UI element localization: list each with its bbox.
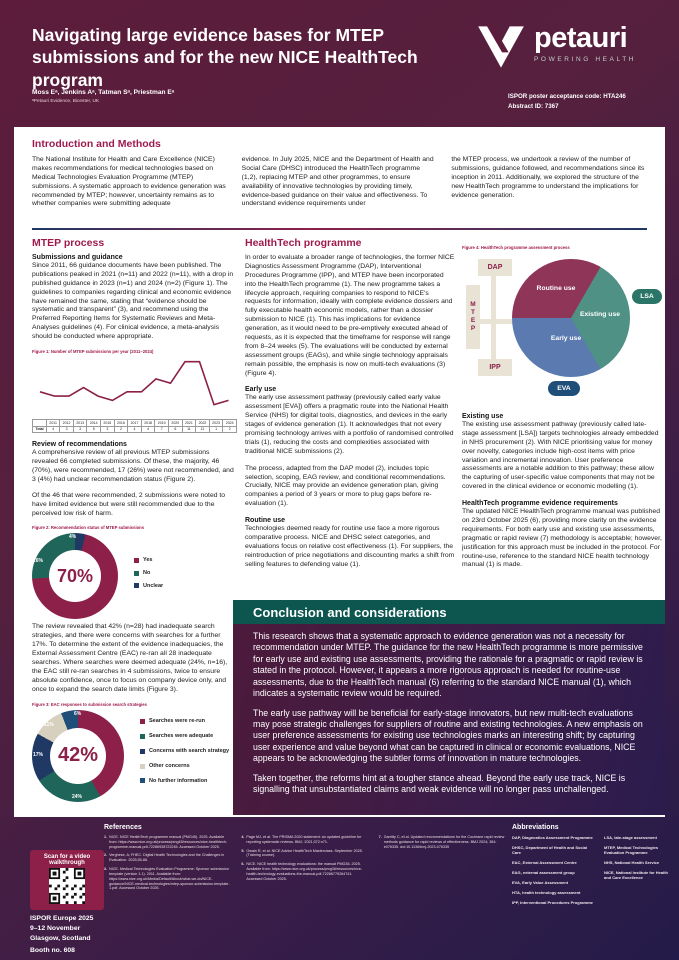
reference-item: 5. Owain R, et al. NICE Advice HealthTech Masterclass. September 2025. (Training course).	[241, 848, 363, 858]
abbreviation-item: MTEP, Medical Technologies Evaluation Programme	[604, 845, 659, 855]
review-text1: A comprehensive review of all previous MTEP submissions revealed 66 completed submissions. Of these, the majority, 46 (70%), were recommended, 17 (26%) were not recommended, and 3 (4%) had unclear recommendation status (Figure 2).	[32, 449, 234, 483]
figure2-center-value: 70%	[56, 565, 94, 586]
figure4-caption: Figure 4: HealthTech programme assessment process	[462, 245, 570, 250]
requirements-subheading: HealthTech programme evidence requirements	[462, 500, 618, 508]
legend-swatch	[140, 734, 145, 739]
conclusion-para1: This research shows that a systematic approach to evidence generation was not a necessity for recommendation under MTEP. The guidance for the new HealthTech programme is more permissive for early use and existing use assessments, providing the rationale for a pragmatic or rapid review is stated in the protocol. However, it appears a more rigorous approach is needed for routine-use assessments, due to the HealthTech manual (6) referring to the standard NICE manual (1), which indicates a systematic review would be required.	[253, 631, 643, 699]
qr-code	[49, 868, 85, 904]
references-heading: References	[104, 824, 142, 831]
references-section	[104, 824, 506, 895]
reference-item: 6. NICE. NICE health technology evaluations: the manual PMG36. 2025. Available from: https://www.nice.org.uk/process/pmg36/resources/nice-health-technology-evaluations-the-manual-pdf-72286779264741. Accessed October 2025.	[241, 862, 363, 881]
abbreviation-item: EVA, Early Value Assessment	[512, 880, 569, 885]
legend-label: Unclear	[143, 582, 164, 589]
reference-item: 4. Page MJ, et al. The PRISMA 2020 statement: an updated guideline for reporting systematic reviews. BMJ. 2021;372:n71.	[241, 835, 362, 844]
abbreviations-section	[512, 824, 670, 910]
healthtech-heading: HealthTech programme	[245, 237, 362, 249]
figure1-line	[40, 362, 229, 405]
search-text: The review revealed that 42% (n=28) had inadequate search strategies, and there were concerns with searches for a further 17%. To determine the extent of the evidence inadequacies, the External Assessment Centre (EAC) re-ran all 28 inadequate searches. Where searches were deemed adequate (24%, n=16), the EAC still re-ran searches in 4 submissions, twice to ensure absolute confidence, once to focus on company device only, and once to expand the search date limits (Figure 3).	[32, 623, 228, 693]
conclusion-body	[233, 624, 665, 795]
intro-col2: evidence. In July 2025, NICE and the Department of Health and Social Care (DHSC) introduced the HealthTech programme (1,2), replacing MTEP and other programmes, to ensure availability of innovative technologies by providing timely, evidence-based guidance on their value and effectiveness. To understand evidence requirements under	[241, 156, 434, 208]
content-card	[14, 127, 665, 817]
routine-use-subheading: Routine use	[245, 517, 286, 525]
conclusion-heading: Conclusion and considerations	[233, 600, 665, 624]
legend-swatch	[134, 583, 139, 588]
intro-col1: The National Institute for Health and Care Excellence (NICE) makes recommendations for medical technologies based on Medical Technologies Evaluation Programme (MTEP) submissions. A systematic approach to evidence generation was recommended by MTEP; however, uncertainty remains as to whether companies were submitting adequate	[32, 156, 226, 208]
figure4-pathway-circle	[512, 259, 630, 377]
event-location: Glasgow, Scotland	[30, 935, 91, 943]
figure4-early-label: Early use	[550, 335, 582, 342]
abbreviation-item: DHSC, Department of Health and Social Care	[512, 845, 588, 855]
legend-label: Searches were re-run	[149, 718, 205, 725]
abbreviation-item: HTA, health technology assessment	[512, 890, 581, 895]
event-dates: 9–12 November	[30, 925, 81, 933]
figure2-legend	[134, 557, 163, 596]
authors: Moss Eᵃ, Jenkins Aᵃ, Tatman Sᵃ, Priestman Eᵃ	[32, 89, 175, 96]
legend-item	[134, 583, 163, 590]
legend-swatch	[140, 764, 145, 769]
existing-use-subheading: Existing use	[462, 413, 504, 420]
legend-item	[140, 748, 229, 755]
figure1-line-chart	[32, 357, 237, 413]
abbreviations-col1	[512, 835, 596, 910]
references-col2	[241, 835, 368, 895]
figure3-center-value: 42%	[57, 744, 99, 767]
petauri-v-icon	[476, 24, 526, 75]
figure1-caption: Figure 1: Number of MTEP submissions per year (2011–2024)	[32, 349, 154, 355]
review-text2: Of the 46 that were recommended, 2 submissions were noted to have limited evidence but were still recommended due to the perceived low risk of harm.	[32, 491, 226, 517]
booth-number: Booth no. 608	[30, 947, 75, 954]
scan-box	[30, 850, 104, 910]
submissions-text: Since 2011, 66 guidance documents have been published. The publications peaked in 2021 (n=11) and 2022 (n=11), with a drop in published guidance in 2023 (n=1) and 2024 (n=2) (Figure 1). The guidelines to companies regarding clinical and economic evidence have remained the same, stating that “evidence should be systematic and transparent” (3), and recommend using the Preferred Reporting Items for Systematic Reviews and Meta-Analyses guidelines (4). For clinical evidence, a meta-analysis should be conducted where appropriate.	[32, 262, 234, 341]
figure3-donut	[32, 710, 124, 802]
figure3-slice-label-noinfo: 6%	[74, 710, 82, 717]
figure4-eva-tag: EVA	[548, 381, 580, 396]
legend-label: Concerns with search strategy	[149, 748, 230, 755]
abbreviation-item: NHS, National Health Service	[604, 860, 660, 865]
submissions-subheading: Submissions and guidance	[32, 254, 123, 261]
legend-swatch	[140, 719, 145, 724]
figure3-slice-label-other: 11%	[44, 721, 54, 728]
reference-item: 2. Verghese, A; FHEC. Digital Health Technologies and the Challenges in Evaluation. 2025;55-86.	[104, 853, 225, 863]
figure3-caption: Figure 3: EAC responses to submission search strategies	[32, 701, 147, 707]
figure3-slice-label-concerns: 17%	[33, 751, 44, 758]
figure4-connector-vertical	[491, 275, 496, 361]
abbreviation-item: DAP, Diagnostics Assessment Programme	[512, 835, 593, 840]
figure2-slice-label-no: 26%	[33, 558, 44, 565]
petauri-logo	[476, 24, 636, 75]
right-column	[462, 245, 662, 570]
reference-item: 1. NICE. NICE HealthTech programme manual (PMG45). 2025. Available from: https://www.nice.org.uk/process/pmg45/resources/nice-healthtech-programme-manual-pdf-72286938722245. Accessed October 2025.	[104, 835, 228, 849]
existing-use-text: The existing use assessment pathway (previously called late-stage assessment [LSA]) targets technologies already embedded in NHS procurement (2). With NICE prioritising value for money over novelty, categories include high-cost items with price variation and incremental innovation. User preference assessments are a notable addition to this pathway; these allow the capturing of user-specific value components that may not be covered in the clinical evidence or economic modelling (1).	[462, 421, 659, 491]
figure2	[32, 533, 237, 619]
figure2-caption: Figure 2: Recommendation status of MTEP submissions	[32, 525, 145, 531]
conclusion-para2: The early use pathway will be beneficial for early-stage innovators, but new multi-tech evaluations may pose strategic challenges for suppliers of routine and existing technologies. A new emphasis on user preference assessments for existing use technologies marks an interesting shift; by capturing user experience and value beyond what can be captured in clinical or economic evaluations, NICE appears to be acknowledging the subtler forms of innovation in mature technologies.	[253, 707, 643, 764]
review-subheading: Review of recommendations	[32, 441, 127, 449]
figure3-legend	[140, 718, 229, 792]
legend-item	[140, 763, 229, 770]
conclusion-panel	[233, 600, 665, 815]
figure3-slice-label-adequate: 24%	[72, 793, 83, 800]
abstract-id: Abstract ID: 7367	[508, 102, 559, 110]
healthtech-column	[245, 237, 455, 570]
event-name: ISPOR Europe 2025	[30, 915, 94, 922]
abbreviations-col2	[604, 835, 670, 910]
reference-item: 7. Garritty C, et al. Updated recommendations for the Cochrane rapid review methods guidance for rapid reviews of effectiveness. BMJ 2024; 384: e076335. doi:10.1136/bmj-2023-076335	[378, 835, 505, 849]
acceptance-code: ISPOR poster acceptance code: HTA246	[508, 93, 626, 100]
legend-swatch	[140, 778, 145, 783]
legend-label: No further information	[149, 777, 208, 784]
section-divider	[32, 228, 647, 230]
poster-codes	[508, 92, 626, 111]
requirements-text: The updated NICE HealthTech programme manual was published on 23rd October 2025 (6), providing more clarity on the evidence requirements. For both early use and existing use assessments, pragmatic or rapid review (7) methodology is acceptable; however, justification for this approach must be included in the protocol. For routine-use, reference to the standard NICE health technology manual (1) is made.	[462, 508, 662, 569]
abbreviation-item: NICE, National Institute for Health and Care Excellence	[604, 870, 669, 880]
figure4-ipp-box: IPP	[478, 359, 512, 376]
logo-tagline: POWERING HEALTH	[534, 56, 637, 63]
routine-use-text: Technologies deemed ready for routine use face a more rigorous comparative process. NICE and DHSC select categories, and evaluations focus on relative cost effectiveness (1). For suppliers, the reintroduction of price negotiations and discounting marks a shift from selling features to defending value (1).	[245, 525, 455, 568]
legend-item	[134, 557, 163, 564]
figure4-lsa-tag: LSA	[632, 289, 662, 304]
intro-heading: Introduction and Methods	[32, 138, 161, 150]
figure2-donut	[32, 533, 118, 619]
legend-item	[134, 570, 163, 577]
event-info	[30, 914, 93, 945]
figure4-existing-label: Existing use	[579, 311, 621, 318]
figure3	[32, 710, 237, 802]
abbreviation-item: LSA, late-stage assessment	[604, 835, 657, 840]
references-col3	[379, 835, 506, 895]
abbreviation-item: EAG, external assessment group	[512, 870, 575, 875]
mtep-column	[32, 237, 237, 806]
healthtech-para1: In order to evaluate a broader range of technologies, the former NICE Diagnostics Assessment Programme (DAP), Interventional Procedures Programme (IPP), and MTEP have been incorporated into the HealthTech programme (1). The new programme takes a lifecycle approach, requiring companies to respond to NICE's requests for information, ideally with complete evidence dossiers and fully executable health economic models, rather than a dossier submission to NICE (1). This has implications for evidence generation, as it would need to be pre-emptively executed ahead of requests, as it is expected that the timeframe for response will range from 8–24 weeks (5). The evaluations will be conducted by external assessment groups (EAGs), and while single technology appraisals remain possible, the emphasis is now on multi-tech evaluations (3) (Figure 4).	[245, 254, 455, 377]
legend-swatch	[140, 749, 145, 754]
process-text: The process, adapted from the DAP model (2), includes topic selection, scoping, EAG review, and conditional recommendations. Crucially, NICE may provide an evidence generation plan, giving companies a period of 3 years or more to plug gaps before re-evaluation (1).	[245, 464, 446, 508]
abbreviations-heading: Abbreviations	[512, 824, 559, 831]
legend-item	[140, 718, 229, 725]
legend-swatch	[134, 571, 139, 576]
scan-text: Scan for a video walkthrough	[43, 854, 91, 866]
legend-item	[140, 733, 229, 740]
intro-columns	[32, 156, 647, 209]
figure4-mtep-box: MTEP	[466, 285, 480, 349]
legend-label: No	[143, 570, 151, 576]
legend-label: Searches were adequate	[149, 733, 214, 740]
intro-col3: the MTEP process, we undertook a review of the number of submissions, guidance followed, and recommendations since its inception in 2011. Additionally, we explored the structure of the new HealthTech programme to understand the implications for evidence generation.	[451, 156, 645, 199]
abbreviation-item: IPP, Interventional Procedures Programme	[512, 900, 593, 905]
figure2-slice-label-unclear: 4%	[69, 534, 77, 541]
reference-item: 3. NICE. Medical Technologies Evaluation Programme: Sponsor submission template (version 1.1). 2011. Available from: https://www.nice.org.uk/Media/Default/About/what-we-do/NICE-guidance/NICE-medical-technologies/mtep-sponsor-submission-template-1.pdf. Accessed October 2025.	[104, 867, 230, 891]
conclusion-para3: Taken together, the reforms hint at a tougher stance ahead. Beyond the early use track, NICE is signalling that unsubstantiated claims and weak evidence will no longer pass unchallenged.	[253, 772, 626, 795]
legend-label: Other concerns	[149, 763, 190, 769]
figure4-diagram	[462, 253, 662, 405]
early-use-subheading: Early use	[245, 386, 277, 394]
legend-swatch	[134, 558, 139, 563]
legend-label: Yes	[143, 557, 153, 564]
logo-wordmark: petauri	[534, 22, 628, 54]
early-use-text: The early use assessment pathway (previously called early value assessment [EVA]) offers a pragmatic route into the National Health Service (NHS) for digital tools, diagnostics, and devices in the early stages of evidence generation (1). It acknowledges that not every promising technology arrives with a portfolio of randomised controlled trials (1), reducing the costs and complexities associated with traditional NICE submissions (2).	[245, 394, 454, 455]
figure1-table: 2011 2012 2013 2014 2015 2016 2017 2018 2019 2020 2021 2022 2023 2024 Total 4 3 3 5 3 2 4 4 7 6 11 11 1 2	[32, 419, 237, 433]
mtep-heading: MTEP process	[32, 237, 105, 249]
poster-title: Navigating large evidence bases for MTEP submissions and for the new NICE HealthTech program	[32, 25, 418, 90]
references-col1	[104, 835, 231, 895]
affiliation: ᵃPetauri Evidence, Bicester, UK	[32, 99, 100, 104]
abbreviation-item: EAC, External Assessment Centre	[512, 860, 577, 865]
figure4-routine-label: Routine use	[536, 285, 576, 292]
figure4-dap-box: DAP	[478, 259, 512, 276]
legend-item	[140, 778, 229, 785]
